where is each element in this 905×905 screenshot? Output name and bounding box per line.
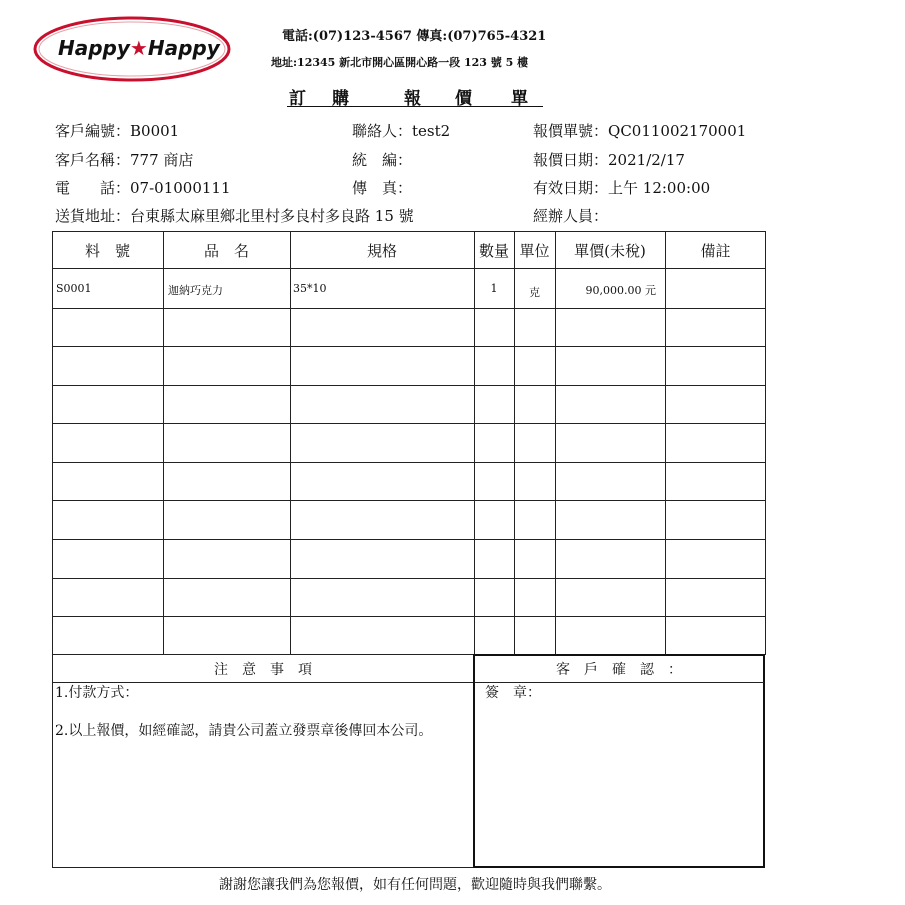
quote-no-value: QC011002170001 bbox=[608, 122, 747, 140]
phone-field bbox=[55, 177, 231, 198]
header-address: 地址:12345 新北市開心區開心路一段 123 號 5 樓 bbox=[271, 56, 529, 69]
row-divider bbox=[52, 268, 766, 269]
row-divider bbox=[52, 346, 766, 347]
valid-date-value: 上午 12:00:00 bbox=[608, 179, 711, 197]
quote-no-field bbox=[533, 120, 746, 141]
footer-message: 謝謝您讓我們為您報價，如有任何問題，歡迎隨時與我們聯繫。 bbox=[219, 877, 611, 893]
company-logo bbox=[32, 14, 232, 84]
valid-date-label: 有效日期： bbox=[533, 179, 609, 197]
handler-label: 經辦人員： bbox=[533, 207, 609, 225]
phone-value: 07-01000111 bbox=[130, 179, 231, 197]
notes-title: 注 意 事 項 bbox=[214, 662, 312, 678]
row-divider bbox=[52, 423, 766, 424]
customer-id-label: 客戶編號： bbox=[55, 122, 131, 140]
title-char-5: 單 bbox=[511, 89, 528, 109]
row-divider bbox=[52, 462, 766, 463]
row1-spec: 35*10 bbox=[293, 282, 327, 295]
handler-field bbox=[533, 205, 608, 226]
page-title bbox=[287, 84, 543, 107]
sign-label: 簽 章： bbox=[485, 685, 541, 701]
customer-name-value: 777 商店 bbox=[130, 151, 194, 169]
header-remark: 備註 bbox=[700, 242, 731, 260]
customer-name-field bbox=[55, 149, 193, 170]
header-unit: 單位 bbox=[519, 242, 550, 260]
row-divider bbox=[52, 616, 766, 617]
customer-id-value: B0001 bbox=[130, 122, 180, 140]
customer-name-label: 客戶名稱： bbox=[55, 151, 131, 169]
col-divider bbox=[163, 231, 164, 655]
quote-date-value: 2021/2/17 bbox=[608, 151, 685, 169]
contact-value: test2 bbox=[412, 122, 451, 140]
quote-no-label: 報價單號： bbox=[533, 122, 609, 140]
logo-star-icon: ★ bbox=[129, 36, 148, 60]
header-price: 單價(未稅) bbox=[574, 242, 646, 260]
valid-date-field bbox=[533, 177, 710, 198]
fax-field bbox=[352, 177, 412, 198]
header-phone-fax: 電話:(07)123-4567 傳真:(07)765-4321 bbox=[282, 29, 547, 44]
row-divider bbox=[52, 308, 766, 309]
contact-field bbox=[352, 120, 450, 141]
header-qty: 數量 bbox=[478, 242, 509, 260]
row1-price: 90,000.00 元 bbox=[585, 284, 656, 297]
row1-qty: 1 bbox=[490, 282, 498, 295]
row-divider bbox=[52, 385, 766, 386]
confirm-divider bbox=[474, 682, 764, 683]
ship-address-field bbox=[55, 205, 414, 226]
header-name: 品 名 bbox=[203, 242, 249, 260]
tax-id-label: 統 編： bbox=[352, 151, 413, 169]
tax-id-field bbox=[352, 149, 412, 170]
title-char-4: 價 bbox=[455, 89, 472, 109]
row1-unit: 克 bbox=[529, 286, 540, 299]
items-table bbox=[52, 231, 766, 655]
row-divider bbox=[52, 500, 766, 501]
col-divider bbox=[665, 231, 666, 655]
row-divider bbox=[52, 539, 766, 540]
notes-item-1: 1.付款方式： bbox=[55, 685, 139, 701]
ship-address-label: 送貨地址： bbox=[55, 207, 131, 225]
quote-date-label: 報價日期： bbox=[533, 151, 609, 169]
ship-address-value: 台東縣太麻里鄉北里村多良村多良路 15 號 bbox=[130, 207, 414, 225]
confirm-title: 客 戶 確 認 ： bbox=[556, 662, 682, 678]
title-char-2: 購 bbox=[332, 89, 349, 109]
header-item-no: 料 號 bbox=[84, 242, 130, 260]
title-char-1: 訂 bbox=[289, 89, 306, 109]
customer-id-field bbox=[55, 120, 179, 141]
quote-date-field bbox=[533, 149, 685, 170]
notes-item-2: 2.以上報價，如經確認，請貴公司蓋立發票章後傳回本公司。 bbox=[55, 723, 433, 739]
row1-item-no: S0001 bbox=[56, 282, 92, 295]
notes-divider bbox=[52, 682, 474, 683]
title-char-3: 報 bbox=[404, 89, 421, 109]
phone-label: 電 話： bbox=[55, 179, 131, 197]
header-spec: 規格 bbox=[366, 242, 397, 260]
logo-text-left: Happy bbox=[58, 36, 130, 60]
logo-text-right: Happy bbox=[147, 36, 220, 60]
contact-label: 聯絡人： bbox=[352, 122, 413, 140]
fax-label: 傳 真： bbox=[352, 179, 413, 197]
row1-name: 迦納巧克力 bbox=[168, 284, 223, 297]
row-divider bbox=[52, 578, 766, 579]
col-divider bbox=[290, 231, 291, 655]
